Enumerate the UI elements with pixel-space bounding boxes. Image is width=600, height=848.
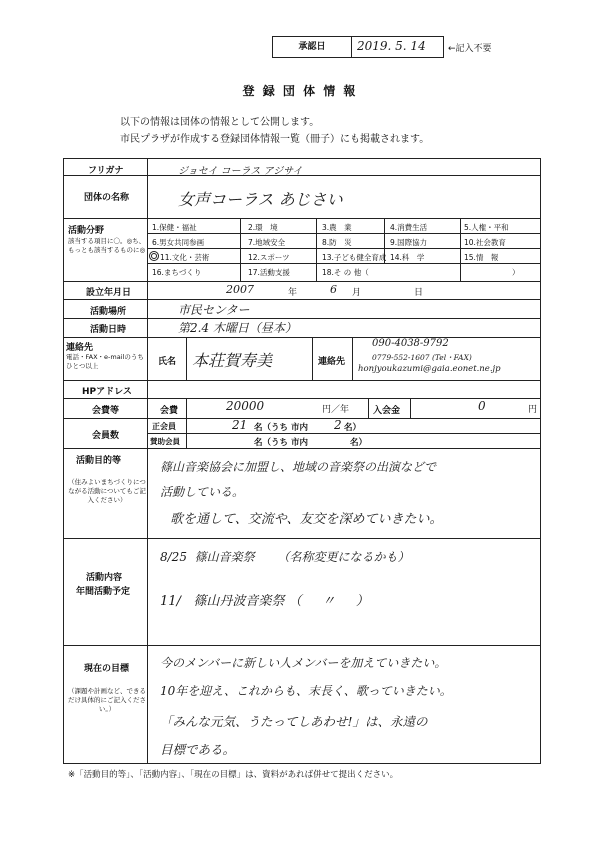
purpose-label: 活動目的等 <box>76 456 122 466</box>
purpose-line-1: 篠山音楽協会に加盟し、地域の音楽祭の出演などで <box>160 460 437 474</box>
activity-line-2: 11/ 篠山丹波音楽祭 （ 〃 ） <box>160 594 369 609</box>
furigana-label: フリガナ <box>88 166 124 176</box>
entry-fee-unit: 円 <box>528 405 538 415</box>
schedule-label: 活動日時 <box>90 325 127 335</box>
goal-label: 現在の目標 <box>84 664 130 674</box>
activity-line-1: 8/25 篠山音楽祭 （名称変更になるかも） <box>160 550 410 564</box>
purpose-line-2: 活動している。 <box>160 485 245 499</box>
contact-name-value: 本荘賀寿美 <box>192 351 273 370</box>
support-members-label: 賛助会員 <box>150 437 180 446</box>
field-13: 13.子ども健全育成 <box>322 253 387 262</box>
page-title: 登 録 団 体 情 報 <box>242 84 358 98</box>
goal-note: （課題や計画など、できるだけ具体的にご記入ください。） <box>68 687 146 713</box>
regular-members-suffix: 名（うち 市内 <box>254 423 308 433</box>
intro-line-1: 以下の情報は団体の情報として公開します。 <box>120 117 320 128</box>
field-8: 8.防 災 <box>322 238 352 247</box>
field-14: 14.科 学 <box>390 253 425 262</box>
founded-day-unit: 日 <box>414 288 424 298</box>
contact-note: 電話・FAX・e-mailのうちひとつ以上 <box>66 353 144 370</box>
place-value: 市民センター <box>178 303 250 317</box>
fields-label: 活動分野 <box>68 226 105 236</box>
purpose-line-3: 歌を通して、交流や、友交を深めていきたい。 <box>170 512 443 527</box>
approval-label: 承認日 <box>273 37 352 57</box>
fee-value: 20000 <box>226 399 265 413</box>
field-4: 4.消費生活 <box>390 223 428 232</box>
field-18: 18.そ の 他（ <box>322 268 369 277</box>
approval-date: 2019. 5. 14 <box>357 39 426 53</box>
fee-unit: 円／年 <box>322 405 350 415</box>
goal-line-2: 10年を迎え、これからも、末長く、歌っていきたい。 <box>160 684 452 698</box>
intro-line-2: 市民プラザが作成する登録団体情報一覧（冊子）にも掲載されます。 <box>120 134 430 145</box>
contact-label: 連絡先 <box>66 343 94 353</box>
founded-month-unit: 月 <box>352 288 362 298</box>
field-2: 2.環 境 <box>248 223 278 232</box>
goal-line-3: 「みんな元気、うたってしあわせ!」は、永遠の <box>160 714 428 729</box>
field-17: 17.活動支援 <box>248 268 290 277</box>
members-label: 会員数 <box>92 431 120 441</box>
group-name-label: 団体の名称 <box>84 193 130 203</box>
goal-line-1: 今のメンバーに新しい人メンバーを加えていきたい。 <box>160 656 447 670</box>
regular-members-city: 2 <box>334 418 342 432</box>
founded-month: 6 <box>330 283 337 296</box>
group-name-value: 女声コーラス あじさい <box>178 190 343 209</box>
field-16: 16.まちづくり <box>152 268 202 277</box>
regular-members-label: 正会員 <box>152 422 176 431</box>
contact-phone: 090-4038-9792 <box>372 338 449 349</box>
footnote: ※「活動目的等」、「活動内容」、「現在の目標」は、資料があれば併せて提出ください。 <box>68 770 399 780</box>
field-6: 6.男女共同参画 <box>152 238 205 247</box>
double-circle-mark-inner-icon <box>151 253 157 259</box>
field-9: 9.国際協力 <box>390 238 428 247</box>
field-3: 3.農 業 <box>322 223 352 232</box>
activities-label-2: 年間活動予定 <box>76 587 131 597</box>
entry-fee-value: 0 <box>478 399 486 413</box>
field-11: 11.文化・芸術 <box>160 253 210 262</box>
field-18-close: ） <box>512 268 520 277</box>
approval-box <box>272 36 444 58</box>
fee-sub-label: 会費 <box>160 406 179 416</box>
fields-note: 該当する項目に〇。◎ち、もっとも該当するものに◎ <box>68 237 146 254</box>
support-members-suffix: 名（うち 市内 <box>254 438 308 448</box>
schedule-value: 第2.4 木曜日（昼本） <box>178 321 297 335</box>
field-5: 5.人権・平和 <box>464 223 509 232</box>
entry-fee-label: 入会金 <box>373 406 401 416</box>
field-10: 10.社会教育 <box>464 238 506 247</box>
field-12: 12.スポーツ <box>248 253 290 262</box>
founded-year-unit: 年 <box>288 288 298 298</box>
field-1: 1.保健・福祉 <box>152 223 197 232</box>
hp-label: HPアドレス <box>82 387 132 397</box>
fee-label: 会費等 <box>92 406 120 416</box>
approval-note: ←記入不要 <box>448 44 492 54</box>
contact-info-label: 連絡先 <box>318 357 346 367</box>
activities-label: 活動内容 <box>86 573 123 583</box>
field-7: 7.地域安全 <box>248 238 286 247</box>
contact-email: honjyoukazumi@gaia.eonet.ne.jp <box>358 364 501 374</box>
furigana-value: ジョセイ コーラス アジサイ <box>178 166 303 177</box>
place-label: 活動場所 <box>90 307 127 317</box>
goal-line-4: 目標である。 <box>160 742 236 757</box>
contact-name-label: 氏名 <box>158 357 177 367</box>
contact-fax: 0779-552-1607 (Tel・FAX) <box>372 353 472 362</box>
regular-members-count: 21 <box>232 418 248 432</box>
field-15: 15.情 報 <box>464 253 499 262</box>
founded-year: 2007 <box>226 283 254 296</box>
purpose-note: （住みよいまちづくりにつながる活動についてもご記入ください） <box>68 478 146 504</box>
regular-members-end: 名） <box>344 423 362 433</box>
support-members-end: 名） <box>350 438 368 448</box>
founded-label: 設立年月日 <box>86 288 132 298</box>
